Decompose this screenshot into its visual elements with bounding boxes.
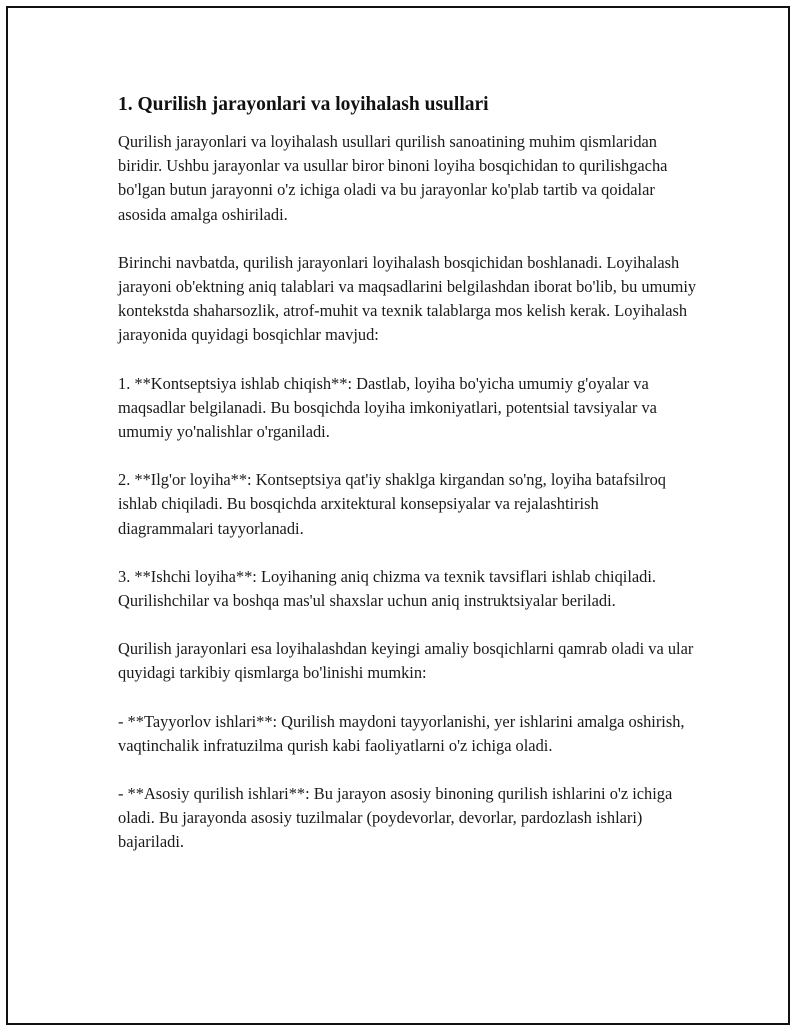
list-item-advanced-project: 2. **Ilg'or loyiha**: Kontseptsiya qat'iy shaklga kirgandan so'ng, loyiha batafsilroq ishlab chiqiladi. Bu bosqichda arxitektural konsepsiyalar va rejalashtirish diagrammalari tayyorlanadi. <box>118 470 666 538</box>
paragraph-design-stages: Birinchi navbatda, qurilish jarayonlari loyihalash bosqichidan boshlanadi. Loyihalash jarayoni ob'ektning aniq talablari va maqsadlarini belgilashdan iborat bo'lib, bu umumiy kontekstda shaharsozlik, atrof-muhit va texnik talablarga mos kelish kerak. Loyihalash jarayonida quyidagi bosqichlar mavjud: <box>118 252 697 345</box>
list-item-working-project: 3. **Ishchi loyiha**: Loyihaning aniq chizma va texnik tavsiflari ishlab chiqiladi. Qurilishchilar va boshqa mas'ul shaxslar uchun aniq instruktsiyalar beriladi. <box>118 566 657 611</box>
paragraph-construction-processes: Qurilish jarayonlari esa loyihalashdan keyingi amaliy bosqichlarni qamrab oladi va ular quyidagi tarkibiy qismlarga bo'linishi mumkin: <box>118 639 694 683</box>
section-heading: 1. Qurilish jarayonlari va loyihalash usullari <box>118 94 489 115</box>
paragraph-intro: Qurilish jarayonlari va loyihalash usullari qurilish sanoatining muhim qismlaridan biridir. Ushbu jarayonlar va usullar biror binoni loyiha bosqichidan to qurilishgacha bo'lgan butun jarayonni o'z ichiga oladi va bu jarayonlar ko'plab tartib va qoidalar asosida amalga oshiriladi. <box>118 132 668 224</box>
bullet-item-preparatory-works: - **Tayyorlov ishlari**: Qurilish maydoni tayyorlanishi, yer ishlarini amalga oshirish, vaqtinchalik infratuzilma qurish kabi faoliyatlarni o'z ichiga oladi. <box>118 711 685 755</box>
list-item-concept: 1. **Kontseptsiya ishlab chiqish**: Dastlab, loyiha bo'yicha umumiy g'oyalar va maqsadlar belgilanadi. Bu bosqichda loyiha imkoniyatlari, potentsial tavsiyalar va umumiy yo'nalishlar o'rganiladi. <box>118 373 657 442</box>
document-body <box>118 93 698 879</box>
bullet-item-main-construction: - **Asosiy qurilish ishlari**: Bu jarayon asosiy binoning qurilish ishlarini o'z ichiga oladi. Bu jarayonda asosiy tuzilmalar (poydevorlar, devorlar, pardozlash ishlari) bajariladi. <box>118 784 673 852</box>
